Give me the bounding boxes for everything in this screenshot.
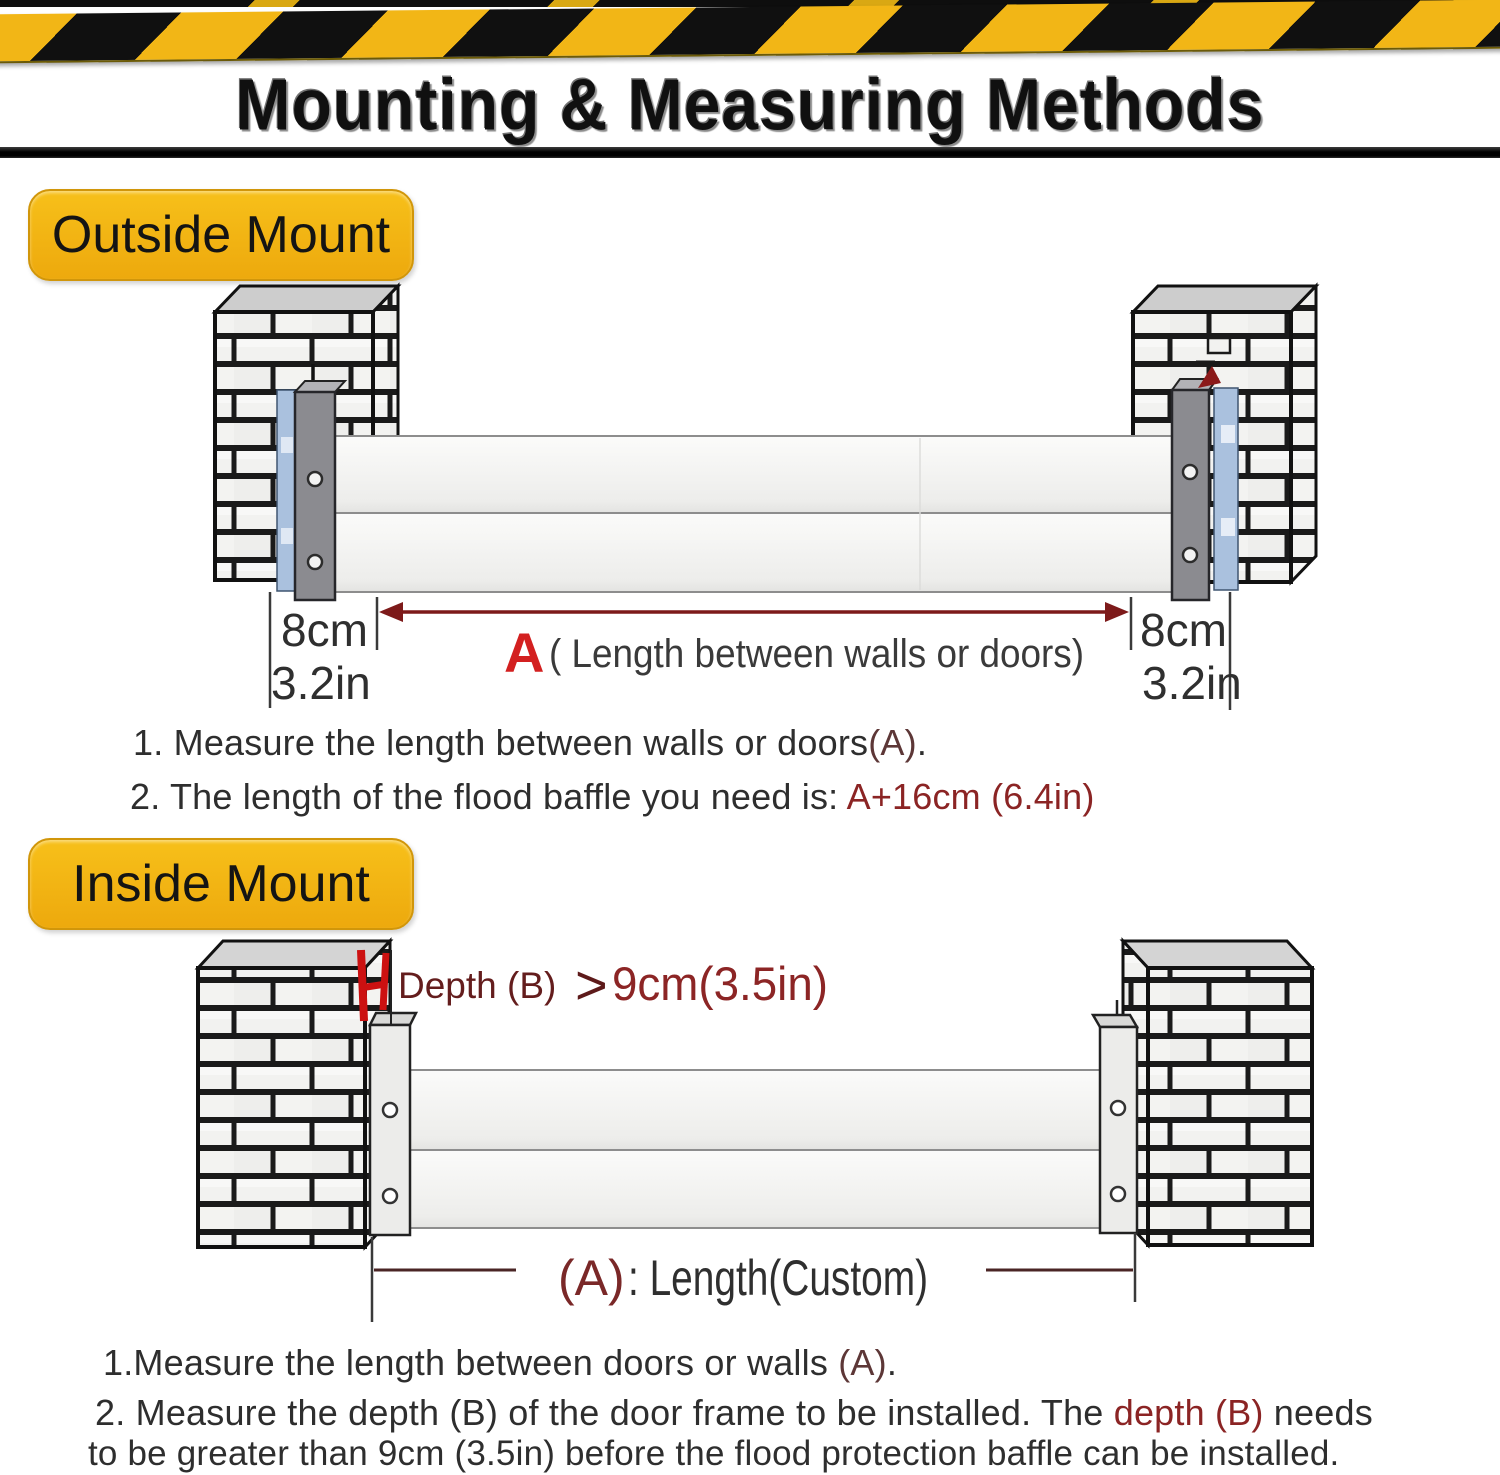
length-label-a: (A) (558, 1250, 625, 1306)
barrier-panel-bottom (408, 1150, 1102, 1228)
step-text: 2. Measure the depth (B) of the door frame to be installed. The (95, 1392, 1114, 1433)
step-text: . (916, 722, 928, 763)
depth-marker-crossbar (360, 984, 386, 988)
page-title: Mounting & Measuring Methods (235, 63, 1265, 145)
barrier-panel-top (408, 1070, 1102, 1150)
right-mounting-channel (1093, 1000, 1137, 1233)
depth-label: Depth (B) (398, 965, 557, 1006)
outside-step-1 (133, 722, 927, 764)
pillar-top-face (215, 286, 398, 312)
outside-mount-badge-label: Outside Mount (51, 206, 391, 264)
channel-top-bevel (295, 381, 345, 392)
inside-mount-diagram (0, 935, 1500, 1325)
step-text-red: A+16cm (6.4in) (846, 776, 1095, 817)
screw-icon (383, 1103, 397, 1117)
seal-strip (277, 390, 295, 591)
step-text-a: (A) (838, 1342, 887, 1383)
inside-step-2-line-1 (95, 1392, 1373, 1434)
hazard-stripe-banner (0, 0, 1500, 63)
pillar-front-face (1148, 968, 1312, 1245)
seal-strip-mark (1221, 425, 1235, 443)
inside-mount-badge-label: Inside Mount (72, 855, 370, 913)
screw-icon (383, 1189, 397, 1203)
measure-left-cm: 8cm (281, 604, 368, 656)
pillar-front-face (198, 968, 365, 1247)
measure-right-cm: 8cm (1140, 604, 1227, 656)
right-brick-pillar (1123, 941, 1312, 1245)
step-text: 1. Measure the length between walls or doors (133, 722, 869, 763)
barrier-panel-top (318, 436, 1182, 513)
inside-dimension (372, 1233, 1135, 1322)
screw-icon (308, 472, 322, 486)
outside-step-2 (130, 776, 1095, 818)
arrowhead-right-icon (1105, 602, 1129, 622)
seal-strip-mark (281, 528, 293, 544)
seal-strip-mark (1221, 518, 1235, 536)
screw-icon (1183, 465, 1197, 479)
step-text-a: (A) (868, 722, 917, 763)
outside-mount-diagram (0, 280, 1500, 710)
length-label-caption: : Length(Custom) (628, 1250, 928, 1306)
pillar-top-face (1133, 286, 1316, 312)
step-text: 2. The length of the flood baffle you need is: (130, 776, 847, 817)
step-text: . (886, 1342, 898, 1383)
arrowhead-left-icon (379, 602, 403, 622)
flood-barrier-panels (408, 1070, 1102, 1228)
inside-step-1 (103, 1342, 897, 1384)
left-mounting-channel (277, 364, 345, 600)
outside-mount-badge (28, 189, 414, 281)
screw-icon (1111, 1101, 1125, 1115)
outside-dimension (270, 592, 1242, 710)
measure-left-in: 3.2in (271, 657, 371, 709)
depth-value: 9cm(3.5in) (612, 957, 828, 1010)
pillar-top-face (1123, 941, 1312, 968)
flood-barrier-panels (318, 436, 1182, 592)
left-mounting-channel (370, 1013, 416, 1235)
seal-strip-mark (281, 437, 293, 453)
inside-mount-badge (28, 838, 414, 930)
header-divider-bar (0, 147, 1500, 158)
pillar-side-face (1291, 286, 1316, 582)
inside-step-2-line-2 (88, 1434, 1339, 1474)
channel-body (1172, 390, 1209, 600)
depth-greater-than: > (575, 953, 608, 1016)
dimension-letter-a: A (504, 621, 545, 684)
depth-annotation (398, 953, 828, 1016)
channel-top-bevel (370, 1013, 416, 1025)
barrier-panel-bottom (318, 513, 1182, 592)
measure-right-in: 3.2in (1142, 657, 1242, 709)
seal-strip (1214, 388, 1238, 590)
step-text-red: depth (B) (1113, 1392, 1264, 1433)
step-text: to be greater than 9cm (3.5in) before the flood protection baffle can be installed. (88, 1434, 1340, 1473)
step-text: 1.Measure the length between doors or walls (103, 1342, 839, 1383)
screw-icon (1183, 548, 1197, 562)
screw-icon (308, 555, 322, 569)
dimension-caption: ( Length between walls or doors) (549, 632, 1084, 676)
right-mounting-channel (1172, 366, 1238, 600)
screw-icon (1111, 1187, 1125, 1201)
anchor-slot-mark (1208, 338, 1230, 353)
step-text: needs (1263, 1392, 1373, 1433)
channel-top-bevel (1093, 1015, 1137, 1027)
